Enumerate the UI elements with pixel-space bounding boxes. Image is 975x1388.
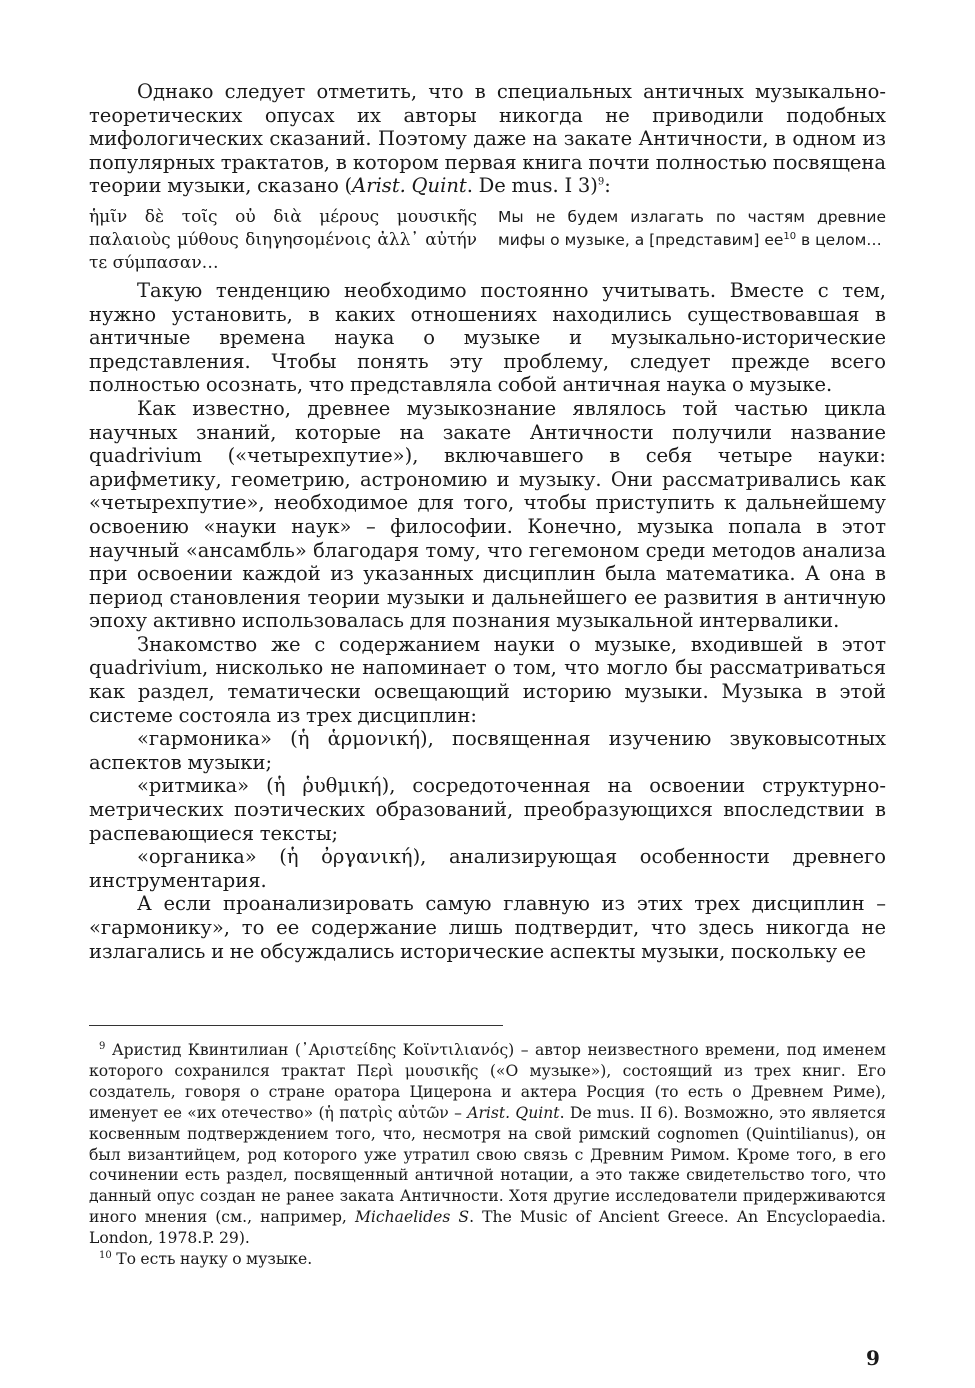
paragraph-1: Однако следует отметить, что в специальных античных музыкально-теоретических опусах их авторы никогда не приводили подобных мифологических сказаний. Поэтому даже на закате Античности, в одном из популярных трактатов, в котором первая книга почти полностью посвящена теории музыки, сказано (Arist. Quint. De mus. I 3)$^9$:	[89, 80, 886, 198]
quote-translation: Мы не будем излагать по частям древние мифы о музыке, а [представим] $ее^{10}$ в целом…	[498, 207, 886, 249]
footnote-ref-9[interactable]: 9	[597, 176, 605, 188]
main-text	[89, 80, 886, 963]
footnote-ref-10[interactable]: 10	[783, 230, 797, 242]
citation: Arist. Quint	[352, 174, 467, 198]
footnote-divider	[89, 1025, 503, 1026]
paragraph-3: Как известно, древнее музыкознание являлось той частью цикла научных знаний, которые на закате Античности получили название quadrivium («четырехпутие»), включавшего в себя четыре науки: арифметику, геометрию, астрономию и музыку. Они рассматривались как «четырехпутие», необходимое для того, чтобы приступить к дальнейшему освоению «науки наук» – философии. Конечно, музыка попала в этот научный «ансамбль» благодаря тому, что гегемоном среди методов анализа при освоении каждой из указанных дисциплин была математика. А она в период становления теории музыки и дальнейшего ее развития в античную эпоху активно использовалась для познания музыкальной интервалики.	[89, 396, 886, 633]
footnotes	[89, 1040, 886, 1270]
list-item-harmonics: «гармоника» (ἡ ἁρμονική), посвященная изучению звуковысотных аспектов музыки;	[89, 727, 886, 774]
footnote-10: $^{10}$ То есть науку о музыке.	[99, 1249, 313, 1269]
list-item-rhythmics: «ритмика» (ἡ ῥυθμική), сосредоточенная на освоении структурно-метрических поэтических образований, преобразующихся впоследствии в распевающиеся тексты;	[89, 774, 886, 845]
paragraph-5: А если проанализировать самую главную из этих трех дисциплин – «гармонику», то ее содержание лишь подтвердит, что здесь никогда не излагались и не обсуждались исторические аспекты музыки, поскольку ее	[89, 892, 886, 963]
paragraph-2: Такую тенденцию необходимо постоянно учитывать. Вместе с тем, нужно установить, в каких отношениях находились существовавшая в античные времена наука о музыке и музыкально-исторические представления. Чтобы понять эту проблему, следует прежде всего полностью осознать, что представляла собой античная наука о музыке.	[89, 278, 886, 397]
footnote-9: $^9$ Аристид Квинтилиан (᾽Αριστείδης Κοϊντιλιανός) – автор неизвестного времени, под именем которого сохранился трактат Περὶ μουσικῆς («О музыке»), состоящий из трех книг. Его создатель, говоря о стране оратора Цицерона и актера Росция (то есть о Древнем Риме), именует ее «их отечество» (ἡ πατρὶς αὐτῶν – Arist. Quint. De mus. II 6). Возможно, это является косвенным подтверждением того, что, несмотря на свой римский cognomen (Quintilianus), он был византийцем, род которого уже утратил свою связь с Древним Римом. Кроме того, в его сочинении есть раздел, посвященный античной нотации, а это также свидетельство того, что данный опус создан не ранее заката Античности. Хотя другие исследователи придерживаются иного мнения (см., например, Michaelides S. The Music of Ancient Greece. An Encyclopaedia. London, 1978.P. 29).	[89, 1040, 886, 1248]
list-item-organics: «органика» (ἡ ὀργανική), анализирующая особенности древнего инструментария.	[89, 845, 886, 892]
page-number: 9	[866, 1346, 880, 1370]
parallel-quote	[89, 206, 886, 275]
quote-greek: ἡμῖν δὲ τοῖς οὐ διὰ μέρους μουσικῆς παλαιοὺς μύθους διηγησομένοις ἀλλ᾽ αὐτήν τε σύμπασαν…	[89, 206, 477, 273]
paragraph-4: Знакомство же с содержанием науки о музыке, входившей в этот quadrivium, нисколько не напоминает о том, что могло бы рассматриваться как раздел, тематически освещающий историю музыки. Музыка в этой системе состояла из трех дисциплин:	[89, 632, 886, 727]
